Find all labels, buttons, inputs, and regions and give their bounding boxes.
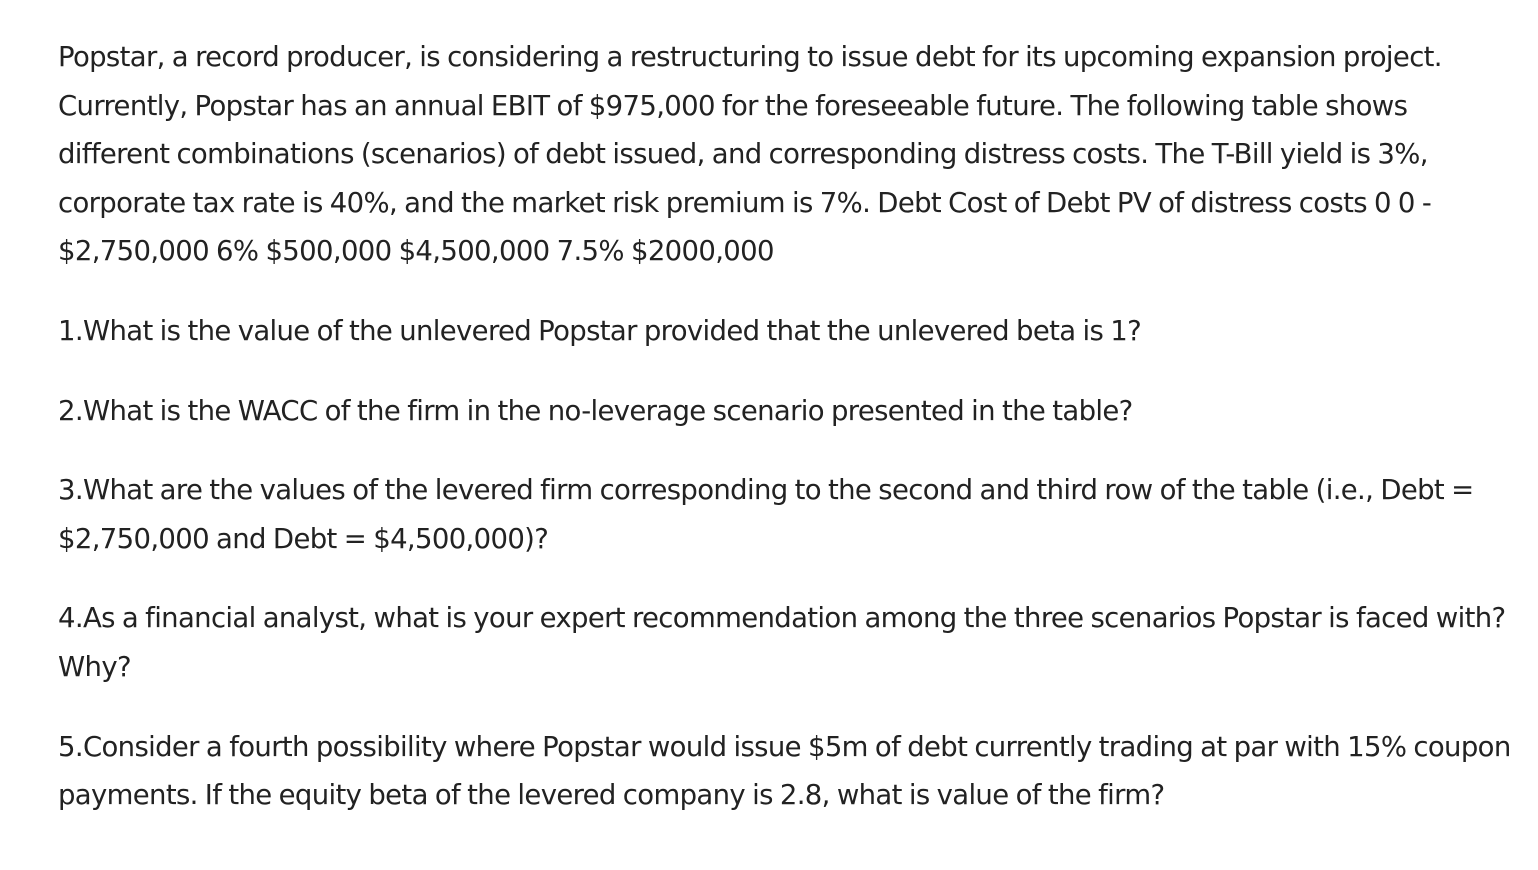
question-3: 3.What are the values of the levered firm corresponding to the second and third row of the table (i.e., Debt = $2,750,000 and Debt = $4,500,000)? [58, 474, 1474, 555]
problem-statement: Popstar, a record producer, is considering a restructuring to issue debt for its upcoming expansion project. Currently, Popstar has an annual EBIT of $975,000 for the foreseeable future. The following table shows different combinations (scenarios) of debt issued, and corresponding distress costs. The T-Bill yield is 3%, corporate tax rate is 40%, and the market risk premium is 7%. Debt Cost of Debt PV of distress costs 0 0 - $2,750,000 6% $500,000 $4,500,000 7.5% $2000,000 [58, 41, 1442, 268]
question-5: 5.Consider a fourth possibility where Popstar would issue $5m of debt currently trading at par with 15% coupon payments. If the equity beta of the levered company is 2.8, what is value of the firm? [58, 730, 1511, 812]
question-text-block [58, 33, 1518, 820]
question-2: 2.What is the WACC of the firm in the no-leverage scenario presented in the table? [58, 394, 1133, 427]
question-4: 4.As a financial analyst, what is your expert recommendation among the three scenarios Popstar is faced with? Why? [58, 602, 1506, 683]
question-1: 1.What is the value of the unlevered Popstar provided that the unlevered beta is 1? [58, 314, 1142, 347]
